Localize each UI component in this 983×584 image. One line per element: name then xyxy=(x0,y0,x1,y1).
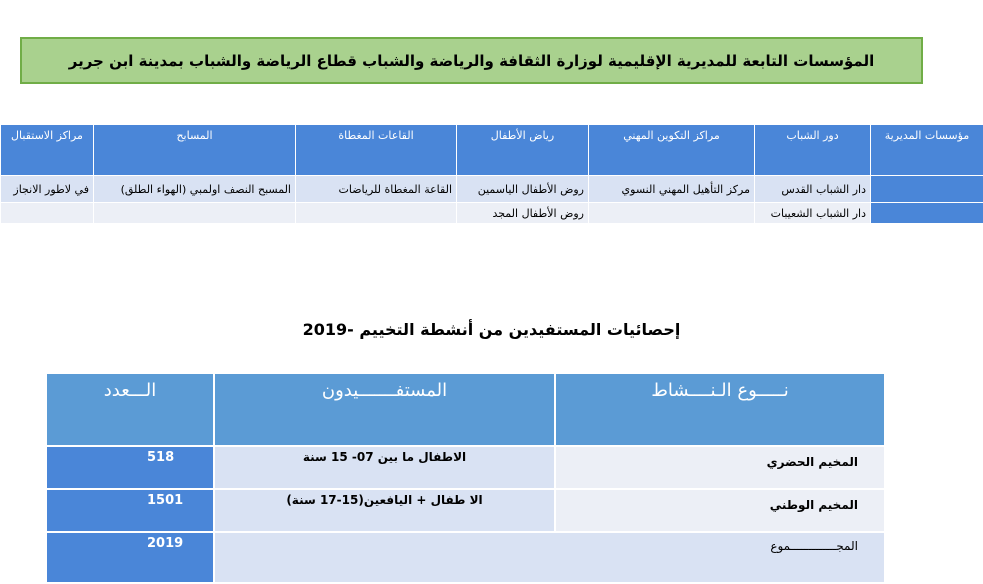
institutions-table xyxy=(0,124,983,224)
activity-cell: المخيم الوطني xyxy=(555,489,885,532)
table-cell xyxy=(589,203,755,224)
table-row xyxy=(1,176,983,203)
total-label: المجـــــــــــــموع xyxy=(216,539,858,553)
page-title: المؤسسات التابعة للمديرية الإقليمية لوزارة الثقافة والرياضة والشباب قطاع الرياضة والشباب بمدينة ابن جرير xyxy=(20,37,923,84)
table-row xyxy=(46,446,885,489)
table-row xyxy=(46,489,885,532)
institutions-header-row xyxy=(1,125,983,176)
beneficiaries-cell: الا طفال + اليافعين(15-17 سنة) xyxy=(214,489,555,532)
header-kindergartens: رياض الأطفال xyxy=(457,125,589,176)
table-row xyxy=(1,203,983,224)
header-vocational-centers: مراكز التكوين المهني xyxy=(589,125,755,176)
table-cell: القاعة المغطاة للرياضات xyxy=(296,176,457,203)
stats-title: إحصائيات المستفيدين من أنشطة التخييم -2019 xyxy=(0,320,983,339)
header-youth-houses: دور الشباب xyxy=(755,125,871,176)
header-count: الـــعدد xyxy=(46,373,214,446)
table-cell xyxy=(296,203,457,224)
table-cell: في لاطور الانجاز xyxy=(1,176,94,203)
table-cell xyxy=(1,203,94,224)
count-cell: 518 xyxy=(46,446,214,489)
table-cell xyxy=(871,203,983,224)
total-label-cell xyxy=(214,532,885,583)
header-reception-centers: مراكز الاستقبال xyxy=(1,125,94,176)
header-pools: المسابح xyxy=(94,125,296,176)
beneficiaries-cell: الاطفال ما بين 07- 15 سنة xyxy=(214,446,555,489)
table-cell: المسبح النصف اولمبي (الهواء الطلق) xyxy=(94,176,296,203)
stats-table xyxy=(45,372,886,584)
count-cell: 1501 xyxy=(46,489,214,532)
header-activity-type: نـــــوع الـنــــشاط xyxy=(555,373,885,446)
table-cell xyxy=(871,176,983,203)
stats-header-row xyxy=(46,373,885,446)
total-count-cell: 2019 xyxy=(46,532,214,583)
activity-cell: المخيم الحضري xyxy=(555,446,885,489)
table-cell: دار الشباب الشعيبات xyxy=(755,203,871,224)
table-cell: دار الشباب القدس xyxy=(755,176,871,203)
table-cell: روض الأطفال المجد xyxy=(457,203,589,224)
header-institutions: مؤسسات المديرية xyxy=(871,125,983,176)
header-beneficiaries: المستفـــــــيدون xyxy=(214,373,555,446)
table-cell: مركز التأهيل المهني النسوي xyxy=(589,176,755,203)
table-cell xyxy=(94,203,296,224)
total-row xyxy=(46,532,885,583)
table-cell: روض الأطفال الياسمين xyxy=(457,176,589,203)
header-covered-halls: القاعات المغطاة xyxy=(296,125,457,176)
